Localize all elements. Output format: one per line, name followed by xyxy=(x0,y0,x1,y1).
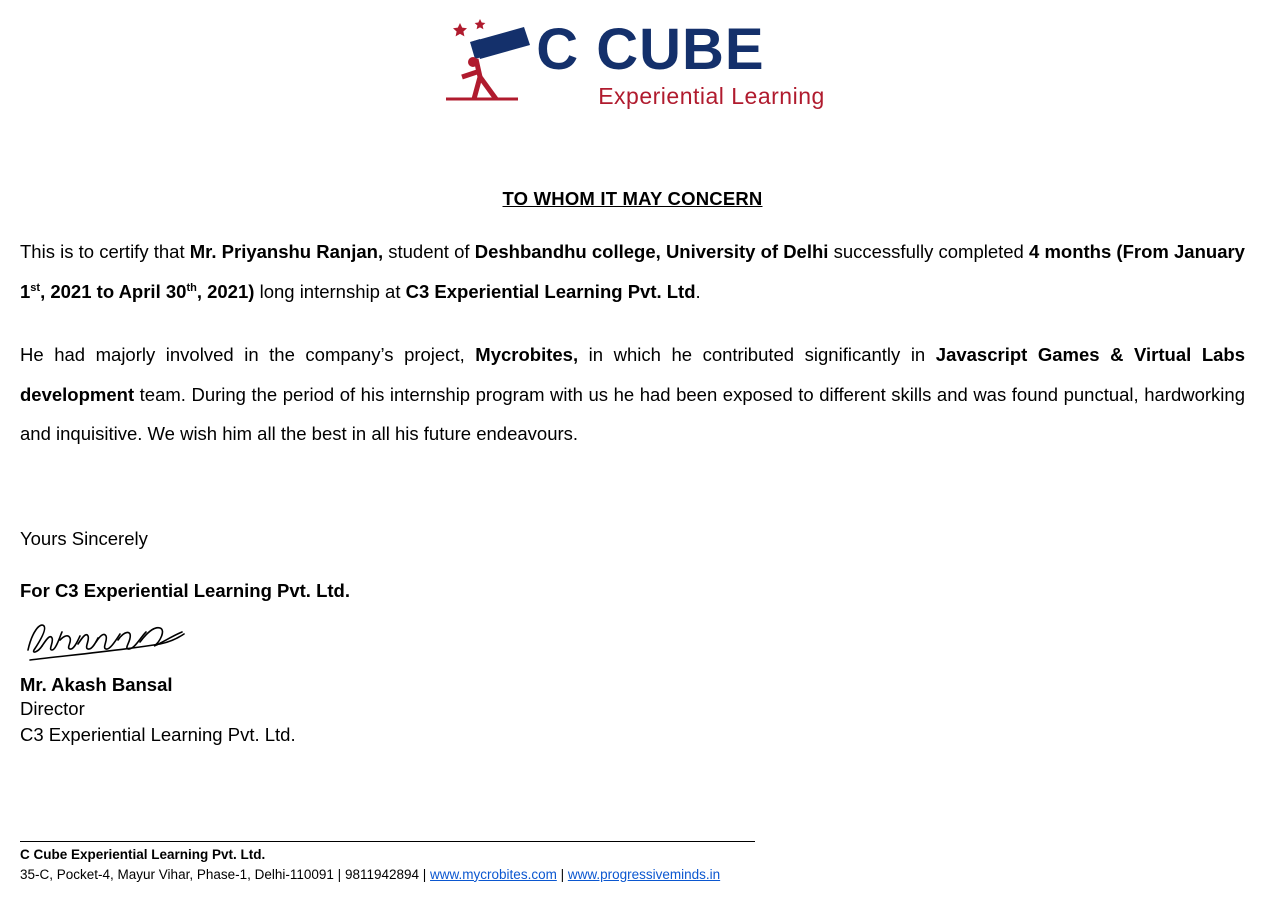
telescope-icon xyxy=(440,15,532,101)
logo-tagline: Experiential Learning xyxy=(598,82,825,109)
company-name-inline: C3 Experiential Learning Pvt. Ltd xyxy=(405,280,696,302)
p2-text-2: in which he contributed significantly in xyxy=(578,344,936,366)
signer-role: Director xyxy=(20,697,85,719)
footer-contact-line xyxy=(20,865,1245,885)
paragraph-certification xyxy=(20,232,1245,311)
p1-text-4: long internship at xyxy=(254,280,406,302)
institution-name: Deshbandhu college, University of Delhi xyxy=(474,241,829,262)
student-name: Mr. Priyanshu Ranjan, xyxy=(189,241,384,262)
footer-company-name: C Cube Experiential Learning Pvt. Ltd. xyxy=(20,847,266,863)
footer-sep-2: | xyxy=(419,866,431,882)
ordinal-suffix-1: st xyxy=(30,281,41,294)
duration-start: 4 months (From January 1 xyxy=(20,241,1245,302)
footer-phone: 9811942894 xyxy=(344,866,420,882)
company-logo xyxy=(440,15,825,110)
signer-name: Mr. Akash Bansal xyxy=(20,673,173,695)
team-name: Javascript Games & Virtual Labs development xyxy=(20,344,1245,405)
document-title: TO WHOM IT MAY CONCERN xyxy=(502,188,763,209)
footer-sep-3: | xyxy=(556,866,568,882)
p2-text-3: team. During the period of his internship program with us he had been exposed to different skills and was found punctual, hardworking and inquisitive. We wish him all the best in all his future endeavours. xyxy=(20,383,1245,445)
footer-address: 35-C, Pocket-4, Mayur Vihar, Phase-1, Delhi-110091 xyxy=(20,866,334,882)
p1-text-3: successfully completed xyxy=(828,241,1030,262)
project-name: Mycrobites, xyxy=(475,344,579,366)
ordinal-suffix-2: th xyxy=(186,281,197,294)
closing-line: Yours Sincerely xyxy=(20,527,148,549)
footer-link-mycrobites[interactable]: www.mycrobites.com xyxy=(430,866,557,882)
footer-divider xyxy=(20,841,755,842)
footer-sep-1: | xyxy=(333,866,345,882)
p2-text-1: He had majorly involved in the company’s project, xyxy=(20,344,476,366)
page-footer xyxy=(20,841,1245,885)
paragraph-contribution xyxy=(20,335,1245,454)
logo-brand-text: C CUBE xyxy=(536,16,765,82)
footer-link-progressiveminds[interactable]: www.progressiveminds.in xyxy=(567,866,721,882)
for-company-line: For C3 Experiential Learning Pvt. Ltd. xyxy=(20,579,350,601)
logo-header xyxy=(20,0,1245,110)
p1-text-5: . xyxy=(695,280,701,302)
duration-end: , 2021) xyxy=(196,280,255,302)
signer-company: C3 Experiential Learning Pvt. Ltd. xyxy=(20,723,296,745)
duration-middle: , 2021 to April 30 xyxy=(40,280,187,302)
p1-text-2: student of xyxy=(383,241,475,262)
p1-text-1: This is to certify that xyxy=(20,241,190,262)
signature-image xyxy=(20,610,210,672)
